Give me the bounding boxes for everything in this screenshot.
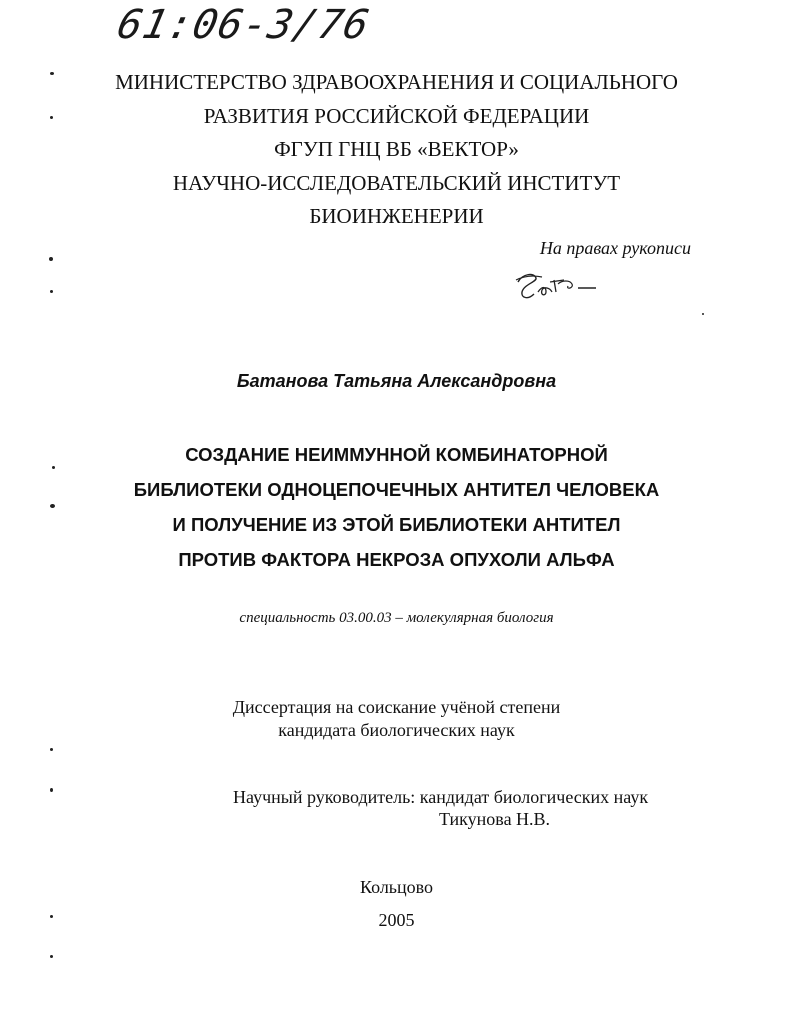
signature-image bbox=[512, 266, 602, 306]
title-line: И ПОЛУЧЕНИЕ ИЗ ЭТОЙ БИБЛИОТЕКИ АНТИТЕЛ bbox=[172, 514, 621, 535]
degree-line: кандидата биологических наук bbox=[278, 720, 515, 740]
author-name: Батанова Татьяна Александровна bbox=[236, 371, 557, 391]
scan-speck bbox=[50, 290, 53, 293]
degree-statement bbox=[0, 696, 793, 742]
ministry-line: ФГУП ГНЦ ВБ «ВЕКТОР» bbox=[274, 137, 519, 161]
thesis-title bbox=[0, 437, 793, 577]
scan-speck bbox=[50, 915, 53, 918]
ministry-line: РАЗВИТИЯ РОССИЙСКОЙ ФЕДЕРАЦИИ bbox=[203, 103, 590, 128]
rights-note: На правах рукописи bbox=[539, 238, 691, 258]
year: 2005 bbox=[378, 910, 415, 930]
specialty-line: специальность 03.00.03 – молекулярная биология bbox=[239, 610, 554, 626]
scan-speck bbox=[49, 257, 53, 261]
scan-speck bbox=[50, 116, 53, 119]
city: Кольцово bbox=[359, 877, 434, 897]
scan-speck bbox=[50, 788, 53, 792]
scan-speck bbox=[52, 466, 55, 469]
ministry-line: НАУЧНО-ИССЛЕДОВАТЕЛЬСКИЙ ИНСТИТУТ bbox=[172, 170, 621, 195]
title-line: СОЗДАНИЕ НЕИММУННОЙ КОМБИНАТОРНОЙ bbox=[185, 444, 608, 465]
title-line: БИБЛИОТЕКИ ОДНОЦЕПОЧЕЧНЫХ АНТИТЕЛ ЧЕЛОВЕКА bbox=[133, 479, 660, 500]
supervisor-line: Научный руководитель: кандидат биологических наук bbox=[233, 787, 649, 807]
scan-speck bbox=[702, 313, 704, 315]
ministry-line: БИОИНЖЕНЕРИИ bbox=[309, 204, 484, 228]
scan-speck bbox=[50, 504, 55, 508]
scan-speck bbox=[50, 72, 54, 75]
degree-line: Диссертация на соискание учёной степени bbox=[232, 697, 561, 717]
title-line: ПРОТИВ ФАКТОРА НЕКРОЗА ОПУХОЛИ АЛЬФА bbox=[178, 549, 615, 570]
scan-speck bbox=[50, 748, 53, 751]
scan-speck bbox=[50, 955, 53, 958]
supervisor-name: Тикунова Н.В. bbox=[439, 809, 551, 829]
ministry-line: МИНИСТЕРСТВО ЗДРАВООХРАНЕНИЯ И СОЦИАЛЬНОГО bbox=[115, 70, 678, 94]
ministry-header bbox=[0, 66, 793, 234]
handwritten-archive-code: 61:06-3/76 bbox=[113, 2, 374, 48]
